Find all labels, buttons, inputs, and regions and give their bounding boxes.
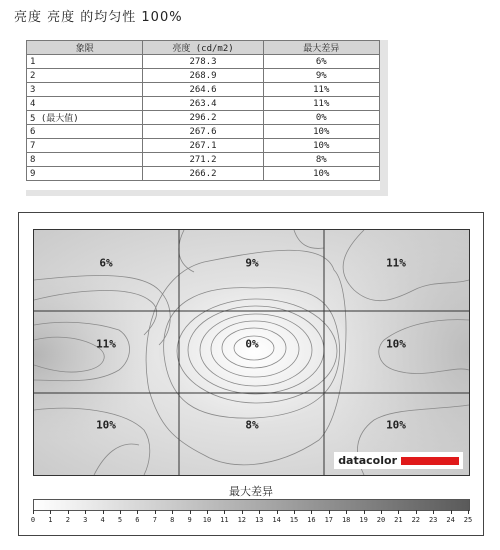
scale-tick <box>33 510 34 514</box>
table-row <box>27 83 380 97</box>
scale-tick-label: 14 <box>272 516 281 524</box>
uniformity-map-panel <box>18 212 484 536</box>
table-header-row <box>27 41 380 55</box>
scale-tick <box>242 510 243 514</box>
scale-tick-label: 19 <box>359 516 368 524</box>
scale-tick-label: 0 <box>30 516 36 524</box>
uniformity-table <box>26 40 380 181</box>
scale-tick <box>468 510 469 514</box>
cell-quadrant: 7 <box>27 139 143 153</box>
scale-tick <box>50 510 51 514</box>
cell-quadrant: 4 <box>27 97 143 111</box>
scale-tick <box>259 510 260 514</box>
scale-tick <box>311 510 312 514</box>
cell-max-diff: 8% <box>263 153 380 167</box>
scale-tick <box>155 510 156 514</box>
table-row <box>27 97 380 111</box>
table-row <box>27 111 380 125</box>
scale-tick <box>207 510 208 514</box>
scale-tick <box>433 510 434 514</box>
table-row <box>27 125 380 139</box>
cell-max-diff: 10% <box>263 167 380 181</box>
scale-tick <box>346 510 347 514</box>
cell-quadrant: 2 <box>27 69 143 83</box>
cell-quadrant: 8 <box>27 153 143 167</box>
scale-tick-label: 5 <box>117 516 123 524</box>
scale-title: 最大差异 <box>229 485 273 498</box>
table-shadow-bottom <box>26 190 388 196</box>
cell-quadrant: 9 <box>27 167 143 181</box>
quadrant-label-1: 6% <box>99 256 113 270</box>
page-title: 亮度 亮度 的均匀性 100% <box>14 10 183 25</box>
scale-tick <box>137 510 138 514</box>
scale-tick <box>381 510 382 514</box>
cell-max-diff: 10% <box>263 139 380 153</box>
quadrant-label-6: 10% <box>386 337 406 351</box>
scale-tick-label: 7 <box>152 516 157 524</box>
quadrant-label-9: 10% <box>386 418 406 432</box>
scale-tick-label: 15 <box>289 516 299 524</box>
datacolor-logo <box>334 452 463 469</box>
table-body <box>27 55 380 181</box>
scale-tick-label: 20 <box>376 516 386 524</box>
scale-tick <box>68 510 69 514</box>
table-row <box>27 139 380 153</box>
scale-tick <box>172 510 173 514</box>
scale-tick-label: 23 <box>428 516 438 524</box>
cell-luminance: 267.6 <box>143 125 263 139</box>
cell-luminance: 264.6 <box>143 83 263 97</box>
scale-tick-label: 17 <box>324 516 334 524</box>
scale-tick <box>120 510 121 514</box>
scale-tick-label: 3 <box>83 516 88 524</box>
scale-tick-label: 16 <box>307 516 316 524</box>
cell-quadrant: 1 <box>27 55 143 69</box>
cell-max-diff: 6% <box>263 55 380 69</box>
scale-tick-label: 12 <box>237 516 247 524</box>
cell-max-diff: 9% <box>263 69 380 83</box>
scale-tick <box>294 510 295 514</box>
quadrant-label-7: 10% <box>96 418 116 432</box>
cell-luminance: 267.1 <box>143 139 263 153</box>
quadrant-label-5: 0% <box>245 337 259 351</box>
scale-tick <box>277 510 278 514</box>
scale-tick <box>224 510 225 514</box>
scale-tick <box>190 510 191 514</box>
table-row <box>27 153 380 167</box>
scale-tick-label: 10 <box>202 516 212 524</box>
table-row <box>27 55 380 69</box>
cell-max-diff: 11% <box>263 83 380 97</box>
scale-tick-label: 1 <box>48 516 53 524</box>
scale-tick-label: 8 <box>170 516 175 524</box>
scale-tick-label: 9 <box>187 516 192 524</box>
logo-bar <box>401 457 459 465</box>
table-row <box>27 167 380 181</box>
scale-tick <box>451 510 452 514</box>
scale-tick-label: 13 <box>254 516 264 524</box>
scale-tick-label: 18 <box>341 516 351 524</box>
column-header-max-diff: 最大差异 <box>263 41 380 55</box>
cell-max-diff: 0% <box>263 111 380 125</box>
quadrant-label-3: 11% <box>386 256 406 270</box>
scale-tick-label: 24 <box>446 516 455 524</box>
scale-tick <box>364 510 365 514</box>
cell-luminance: 271.2 <box>143 153 263 167</box>
scale-tick-label: 25 <box>463 516 473 524</box>
cell-luminance: 268.9 <box>143 69 263 83</box>
scale-tick-label: 4 <box>100 516 105 524</box>
table-shadow <box>380 40 388 196</box>
quadrant-label-8: 8% <box>245 418 259 432</box>
column-header-quadrant: 象限 <box>27 41 143 55</box>
scale-tick <box>416 510 417 514</box>
quadrant-label-4: 11% <box>96 337 116 351</box>
scale-tick <box>103 510 104 514</box>
cell-max-diff: 10% <box>263 125 380 139</box>
column-header-luminance: 亮度 (cd/m2) <box>143 41 263 55</box>
scale-tick <box>85 510 86 514</box>
scale-ticks <box>30 510 473 534</box>
scale-tick <box>329 510 330 514</box>
table-row <box>27 69 380 83</box>
scale-tick-label: 21 <box>394 516 403 524</box>
cell-quadrant: 3 <box>27 83 143 97</box>
logo-text: datacolor <box>338 454 397 467</box>
scale-tick-label: 11 <box>220 516 229 524</box>
cell-luminance: 278.3 <box>143 55 263 69</box>
cell-quadrant: 6 <box>27 125 143 139</box>
scale-tick-label: 6 <box>135 516 140 524</box>
cell-max-diff: 11% <box>263 97 380 111</box>
scale-tick-label: 22 <box>411 516 421 524</box>
scale-tick-label: 2 <box>65 516 70 524</box>
cell-luminance: 296.2 <box>143 111 263 125</box>
cell-quadrant: 5 (最大值) <box>27 111 143 125</box>
scale-tick <box>398 510 399 514</box>
cell-luminance: 263.4 <box>143 97 263 111</box>
contour-map <box>33 229 470 476</box>
quadrant-label-2: 9% <box>245 256 259 270</box>
cell-luminance: 266.2 <box>143 167 263 181</box>
